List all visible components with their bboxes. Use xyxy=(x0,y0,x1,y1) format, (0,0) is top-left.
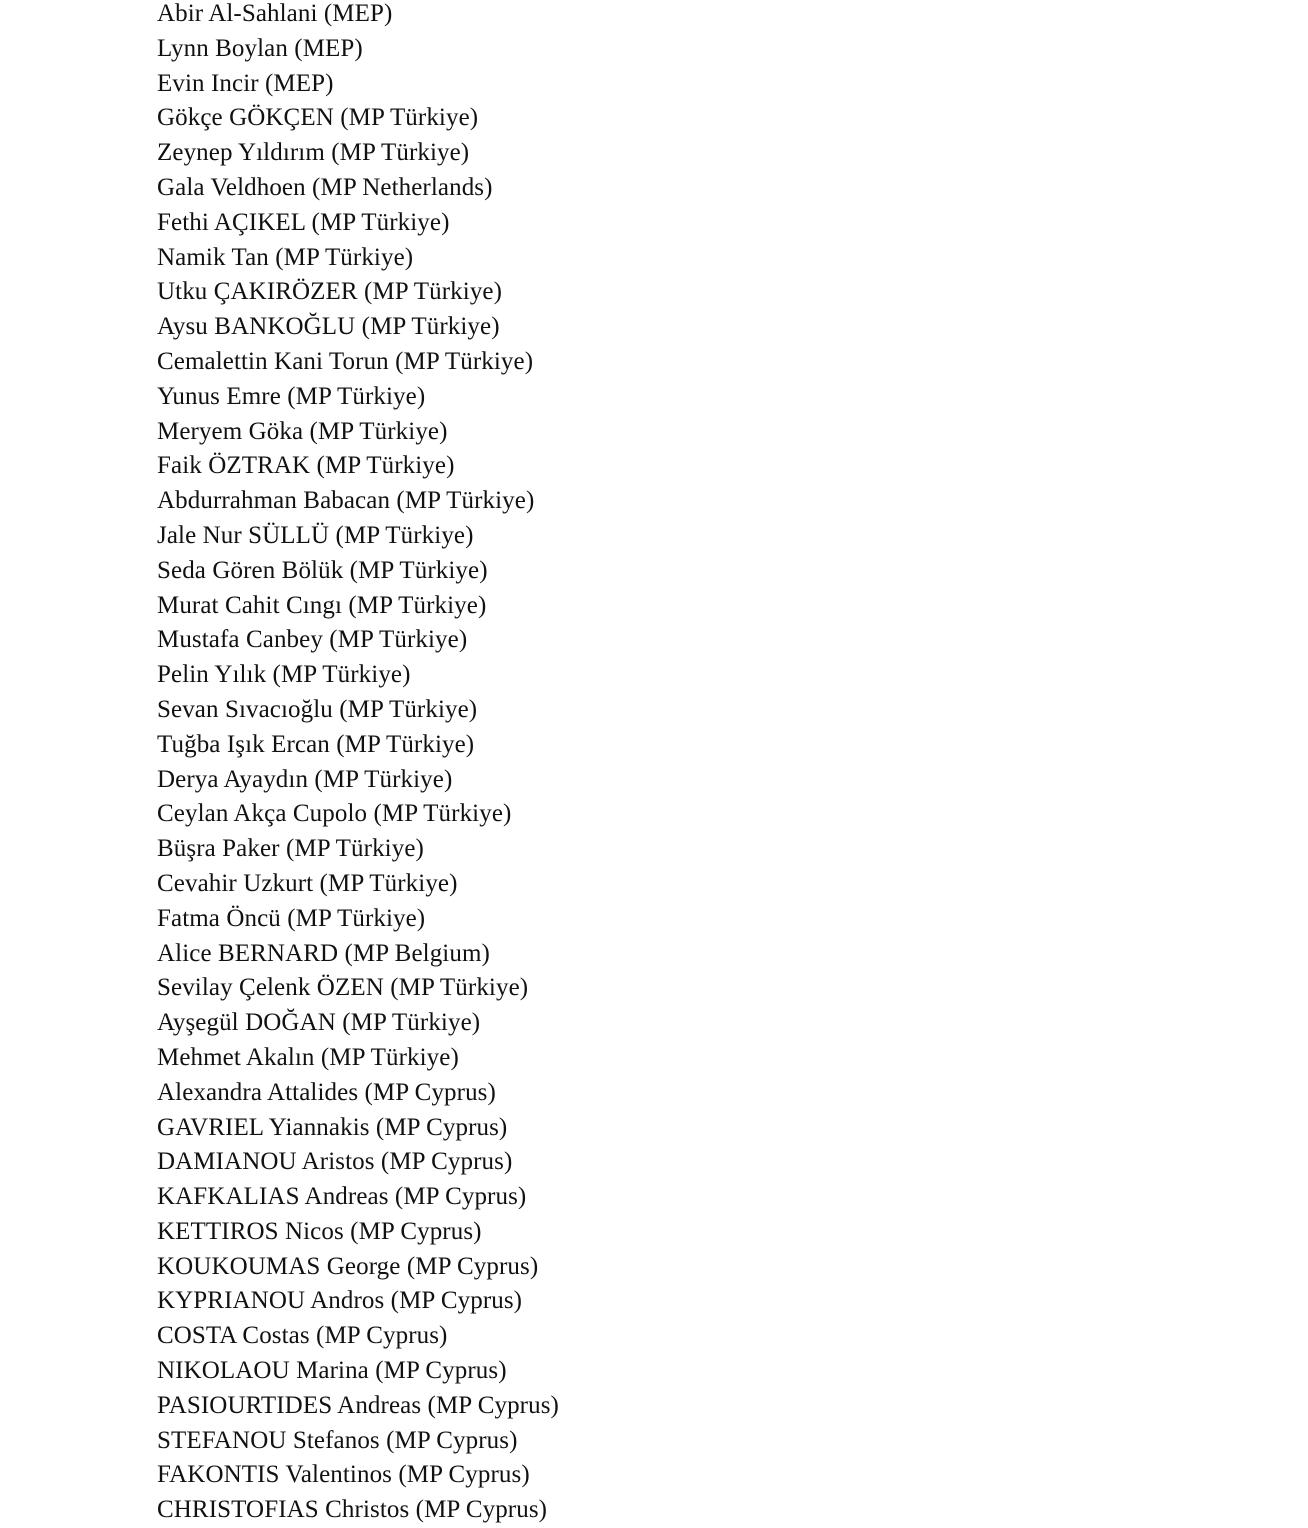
signatory-entry: PASIOURTIDES Andreas (MP Cyprus) xyxy=(157,1391,559,1419)
signatory-entry: Gökçe GÖKÇEN (MP Türkiye) xyxy=(157,104,479,132)
signatory-entry: Yunus Emre (MP Türkiye) xyxy=(157,382,426,410)
signatory-entry: Sevan Sıvacıoğlu (MP Türkiye) xyxy=(157,695,478,723)
signatory-entry: Abdurrahman Babacan (MP Türkiye) xyxy=(157,487,535,515)
signatory-entry: KAFKALIAS Andreas (MP Cyprus) xyxy=(157,1183,527,1211)
signatory-entry: Meryem Göka (MP Türkiye) xyxy=(157,417,448,445)
signatory-entry: NIKOLAOU Marina (MP Cyprus) xyxy=(157,1357,507,1385)
signatory-entry: Sevilay Çelenk ÖZEN (MP Türkiye) xyxy=(157,974,529,1002)
signatory-entry: Mustafa Canbey (MP Türkiye) xyxy=(157,626,468,654)
signatory-entry: KYPRIANOU Andros (MP Cyprus) xyxy=(157,1287,523,1315)
signatory-entry: KETTIROS Nicos (MP Cyprus) xyxy=(157,1217,482,1245)
signatory-entry: Jale Nur SÜLLÜ (MP Türkiye) xyxy=(157,521,474,549)
signatory-entry: STEFANOU Stefanos (MP Cyprus) xyxy=(157,1426,518,1454)
signatory-entry: Cevahir Uzkurt (MP Türkiye) xyxy=(157,869,458,897)
signatory-entry: Ceylan Akça Cupolo (MP Türkiye) xyxy=(157,800,512,828)
signatory-entry: Mehmet Akalın (MP Türkiye) xyxy=(157,1043,459,1071)
signatory-entry: Alexandra Attalides (MP Cyprus) xyxy=(157,1078,496,1106)
signatory-entry: Büşra Paker (MP Türkiye) xyxy=(157,835,424,863)
signatory-entry: DAMIANOU Aristos (MP Cyprus) xyxy=(157,1148,513,1176)
signatory-entry: Aysu BANKOĞLU (MP Türkiye) xyxy=(157,313,500,341)
signatory-entry: Zeynep Yıldırım (MP Türkiye) xyxy=(157,139,470,167)
signatory-entry: Tuğba Işık Ercan (MP Türkiye) xyxy=(157,730,475,758)
signatory-entry: Murat Cahit Cıngı (MP Türkiye) xyxy=(157,591,487,619)
signatory-entry: FAKONTIS Valentinos (MP Cyprus) xyxy=(157,1461,530,1489)
signatory-entry: Lynn Boylan (MEP) xyxy=(157,34,363,62)
signatory-entry: Utku ÇAKIRÖZER (MP Türkiye) xyxy=(157,278,503,306)
signatory-entry: Fatma Öncü (MP Türkiye) xyxy=(157,904,426,932)
signatory-entry: Seda Gören Bölük (MP Türkiye) xyxy=(157,556,488,584)
signatory-entry: Pelin Yılık (MP Türkiye) xyxy=(157,661,411,689)
signatory-entry: Gala Veldhoen (MP Netherlands) xyxy=(157,173,493,201)
signatory-entry: GAVRIEL Yiannakis (MP Cyprus) xyxy=(157,1113,508,1141)
signatory-entry: Derya Ayaydın (MP Türkiye) xyxy=(157,765,453,793)
signatory-entry: Evin Incir (MEP) xyxy=(157,69,334,97)
signatory-entry: Namik Tan (MP Türkiye) xyxy=(157,243,414,271)
signatory-entry: Cemalettin Kani Torun (MP Türkiye) xyxy=(157,347,534,375)
signatory-entry: KOUKOUMAS George (MP Cyprus) xyxy=(157,1252,539,1280)
signatory-entry: Fethi AÇIKEL (MP Türkiye) xyxy=(157,208,450,236)
signatory-entry: COSTA Costas (MP Cyprus) xyxy=(157,1322,448,1350)
signatory-entry: Ayşegül DOĞAN (MP Türkiye) xyxy=(157,1009,481,1037)
signatory-list xyxy=(157,0,559,1528)
signatory-entry: Alice BERNARD (MP Belgium) xyxy=(157,939,490,967)
signatory-entry: CHRISTOFIAS Christos (MP Cyprus) xyxy=(157,1496,548,1524)
signatory-entry: Faik ÖZTRAK (MP Türkiye) xyxy=(157,452,455,480)
signatory-entry: Abir Al-Sahlani (MEP) xyxy=(157,0,393,27)
